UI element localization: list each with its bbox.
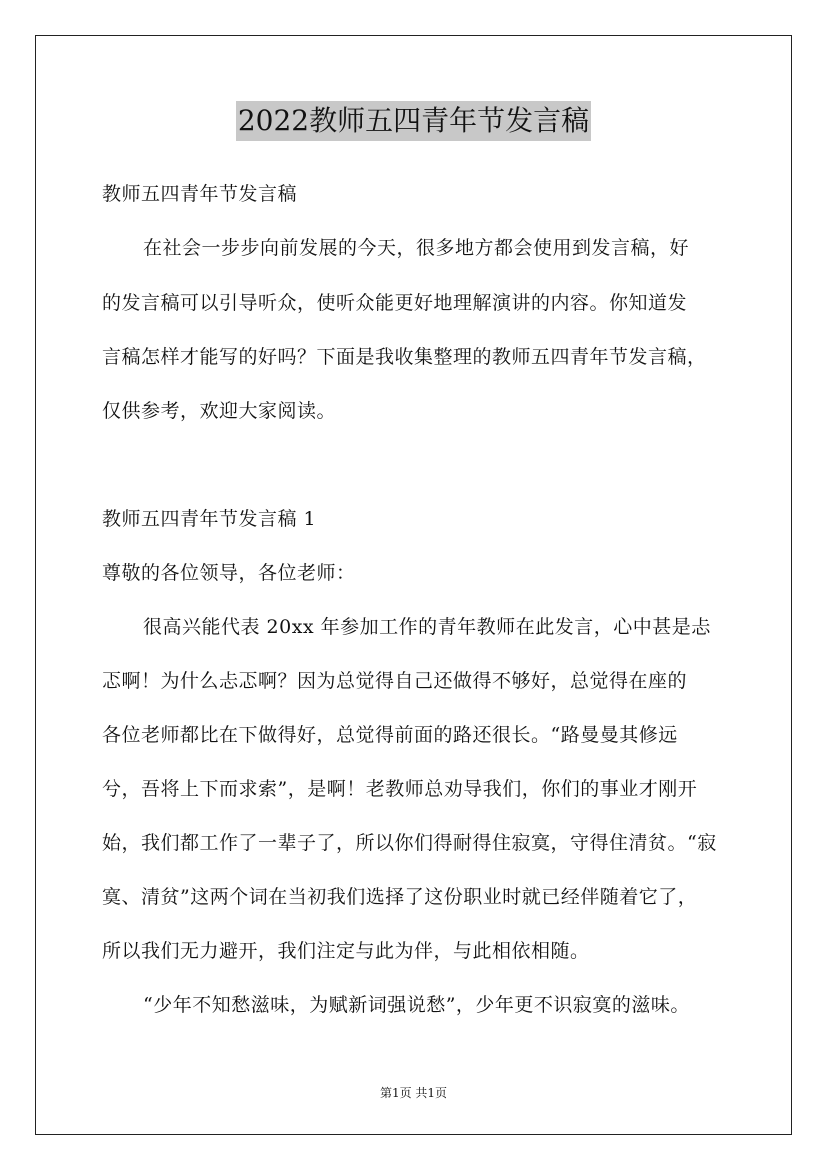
body-line-5: 始，我们都工作了一辈子了，所以你们得耐得住寂寞，守得住清贫。“寂 xyxy=(102,832,717,854)
intro-line-2: 的发言稿可以引导听众，使听众能更好地理解演讲的内容。你知道发 xyxy=(102,292,688,314)
intro-line-3: 言稿怎样才能写的好吗？下面是我收集整理的教师五四青年节发言稿， xyxy=(102,346,707,368)
body-line-6: 寞、清贫”这两个词在当初我们选择了这份职业时就已经伴随着它了， xyxy=(102,886,698,908)
intro-line-1: 在社会一步步向前发展的今天，很多地方都会使用到发言稿，好 xyxy=(143,237,690,259)
body-line-3: 各位老师都比在下做得好，总觉得前面的路还很长。“路曼曼其修远 xyxy=(102,724,678,746)
document-subtitle: 教师五四青年节发言稿 xyxy=(102,183,298,205)
page-footer: 第1页 共1页 xyxy=(379,1086,448,1100)
section-heading: 教师五四青年节发言稿 1 xyxy=(102,508,317,530)
title-wrap xyxy=(0,101,827,141)
body-line-7: 所以我们无力避开，我们注定与此为伴，与此相依相随。 xyxy=(102,940,590,962)
greeting: 尊敬的各位领导，各位老师： xyxy=(102,562,356,584)
document-title: 2022教师五四青年节发言稿 xyxy=(236,101,591,141)
body-line-2: 忑啊！为什么忐忑啊？因为总觉得自己还做得不够好，总觉得在座的 xyxy=(102,670,688,692)
last-line: “少年不知愁滋味，为赋新词强说愁”，少年更不识寂寞的滋味。 xyxy=(143,994,690,1016)
intro-line-4: 仅供参考，欢迎大家阅读。 xyxy=(102,400,337,422)
body-line-4: 兮，吾将上下而求索”，是啊！老教师总劝导我们，你们的事业才刚开 xyxy=(102,778,698,800)
body-line-1: 很高兴能代表 20xx 年参加工作的青年教师在此发言，心中甚是忐 xyxy=(143,616,711,638)
